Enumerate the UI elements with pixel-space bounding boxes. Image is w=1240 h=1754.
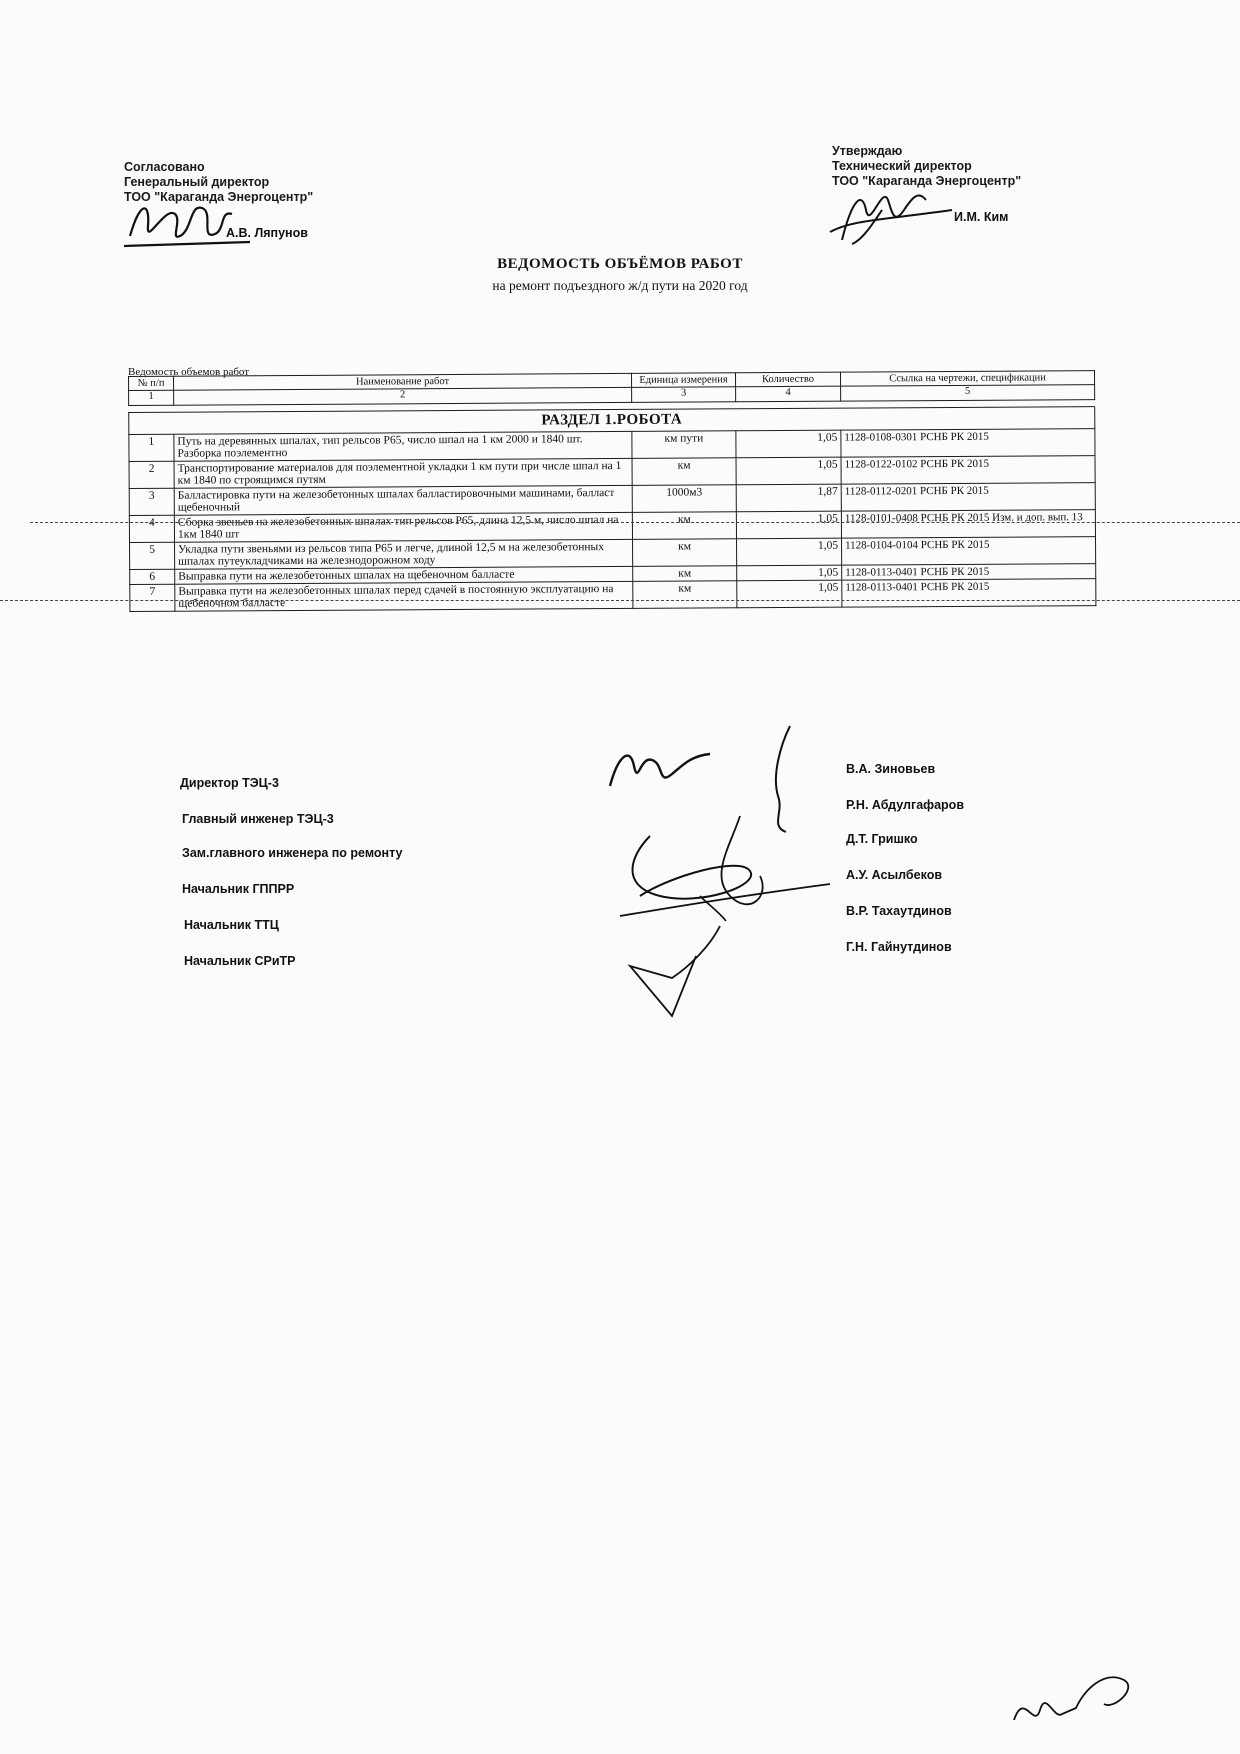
row-unit: км (633, 539, 737, 567)
row-number: 6 (130, 569, 175, 584)
row-qty: 1,05 (736, 430, 841, 458)
column-number: 5 (841, 385, 1095, 402)
approval-left-line: Согласовано (124, 160, 205, 174)
table-row (130, 579, 1096, 612)
header-unit: Единица измерения (631, 373, 735, 388)
row-unit: км (632, 512, 736, 540)
row-unit: км (633, 566, 737, 582)
row-name: Путь на деревянных шпалах, тип рельсов Р65, число шпал на 1 км 2000 и 1840 шт. Разборка поэлементно (174, 431, 632, 461)
signatory-name: Р.Н. Абдулгафаров (846, 798, 964, 812)
row-name: Укладка пути звеньями из рельсов типа Р65 и легче, длиной 12,5 м на железобетонных шпалах путеукладчиками на железнодорожном ходу (175, 539, 633, 569)
signature-right (822, 180, 962, 250)
approval-right (832, 144, 1021, 189)
signatory-position: Начальник ТТЦ (184, 918, 279, 932)
approval-left-line: Генеральный директор (124, 175, 270, 189)
approval-right-line: Технический директор (832, 159, 972, 173)
row-number: 1 (129, 434, 174, 461)
row-ref: 1128-0101-0408 РСНБ РК 2015 Изм. и доп. вып. 13 (841, 510, 1095, 539)
signatory-position: Начальник СРиТР (184, 954, 296, 968)
row-ref: 1128-0104-0104 РСНБ РК 2015 (842, 537, 1096, 566)
approval-right-signer: И.М. Ким (954, 210, 1009, 224)
approval-left (124, 160, 313, 205)
initials-mark (1004, 1660, 1154, 1740)
row-ref: 1128-0108-0301 РСНБ РК 2015 (841, 429, 1095, 458)
signatory-name: В.Р. Тахаутдинов (846, 904, 952, 918)
row-name: Выправка пути на железобетонных шпалах перед сдачей в постоянную эксплуатацию на щебеночном балласте (175, 581, 633, 611)
header-qty: Количество (735, 372, 840, 387)
row-number: 5 (130, 542, 175, 569)
row-ref: 1128-0113-0401 РСНБ РК 2015 (842, 564, 1096, 581)
row-number: 2 (129, 461, 174, 488)
row-qty: 1,05 (737, 580, 842, 608)
row-unit: км (632, 458, 736, 486)
column-number: 4 (736, 386, 841, 402)
row-name: Выправка пути на железобетонных шпалах на щебеночном балласте (175, 566, 633, 584)
row-name: Транспортирование материалов для поэлементной укладки 1 км пути при числе шпал на 1 км 1840 по строящимся путям (174, 458, 632, 488)
row-name: Балластировка пути на железобетонных шпалах балластировочными машинами, балласт щебеночный (174, 485, 632, 515)
row-ref: 1128-0122-0102 РСНБ РК 2015 (841, 456, 1095, 485)
signatory-name: Д.Т. Гришко (846, 832, 918, 846)
document-subtitle: на ремонт подъездного ж/д пути на 2020 год (492, 278, 748, 293)
signatory-position: Зам.главного инженера по ремонту (182, 846, 403, 860)
approval-right-line: Утверждаю (832, 144, 903, 158)
column-number: 1 (129, 390, 174, 405)
section-title: РАЗДЕЛ 1.РОБОТА (129, 407, 1095, 435)
row-qty: 1,05 (736, 457, 841, 485)
signatory-name: А.У. Асылбеков (846, 868, 943, 882)
row-number: 3 (129, 488, 174, 515)
row-name: Сборка звеньев на железобетонных шпалах тип рельсов Р65, длина 12,5 м, число шпал на 1км 1840 шт (174, 512, 632, 542)
row-number: 7 (130, 584, 175, 611)
scan-artifact-line (30, 522, 1240, 523)
works-table (128, 370, 1096, 612)
row-unit: км (633, 581, 737, 609)
approval-left-line: ТОО "Караганда Энергоцентр" (124, 190, 314, 204)
signatory-name: Г.Н. Гайнутдинов (846, 940, 952, 954)
scan-artifact-line (0, 600, 1240, 601)
column-number: 3 (632, 387, 736, 403)
document-title: ВЕДОМОСТЬ ОБЪЁМОВ РАБОТ (497, 256, 743, 272)
row-qty: 1,87 (736, 484, 841, 512)
signatory-position: Главный инженер ТЭЦ-3 (182, 812, 334, 826)
table-caption: Ведомость объемов работ (128, 366, 250, 378)
row-qty: 1,05 (737, 538, 842, 566)
header-ref: Ссылка на чертежи, спецификации (840, 371, 1094, 387)
signatory-position: Директор ТЭЦ-3 (180, 776, 279, 790)
row-number: 4 (129, 515, 174, 542)
header-no: № п/п (129, 376, 174, 390)
row-ref: 1128-0112-0201 РСНБ РК 2015 (841, 483, 1095, 512)
column-number: 2 (174, 387, 632, 405)
approval-left-signer: А.В. Ляпунов (226, 226, 308, 240)
row-unit: км пути (632, 431, 736, 459)
row-qty: 1,05 (736, 511, 841, 539)
signatory-position: Начальник ГППРР (182, 882, 295, 896)
signatures-cluster (600, 716, 840, 1026)
row-unit: 1000м3 (632, 485, 736, 513)
approval-right-line: ТОО "Караганда Энергоцентр" (832, 174, 1022, 188)
row-ref: 1128-0113-0401 РСНБ РК 2015 (842, 579, 1096, 608)
header-name: Наименование работ (174, 373, 632, 390)
signatory-name: В.А. Зиновьев (846, 762, 936, 776)
row-qty: 1,05 (737, 565, 842, 581)
